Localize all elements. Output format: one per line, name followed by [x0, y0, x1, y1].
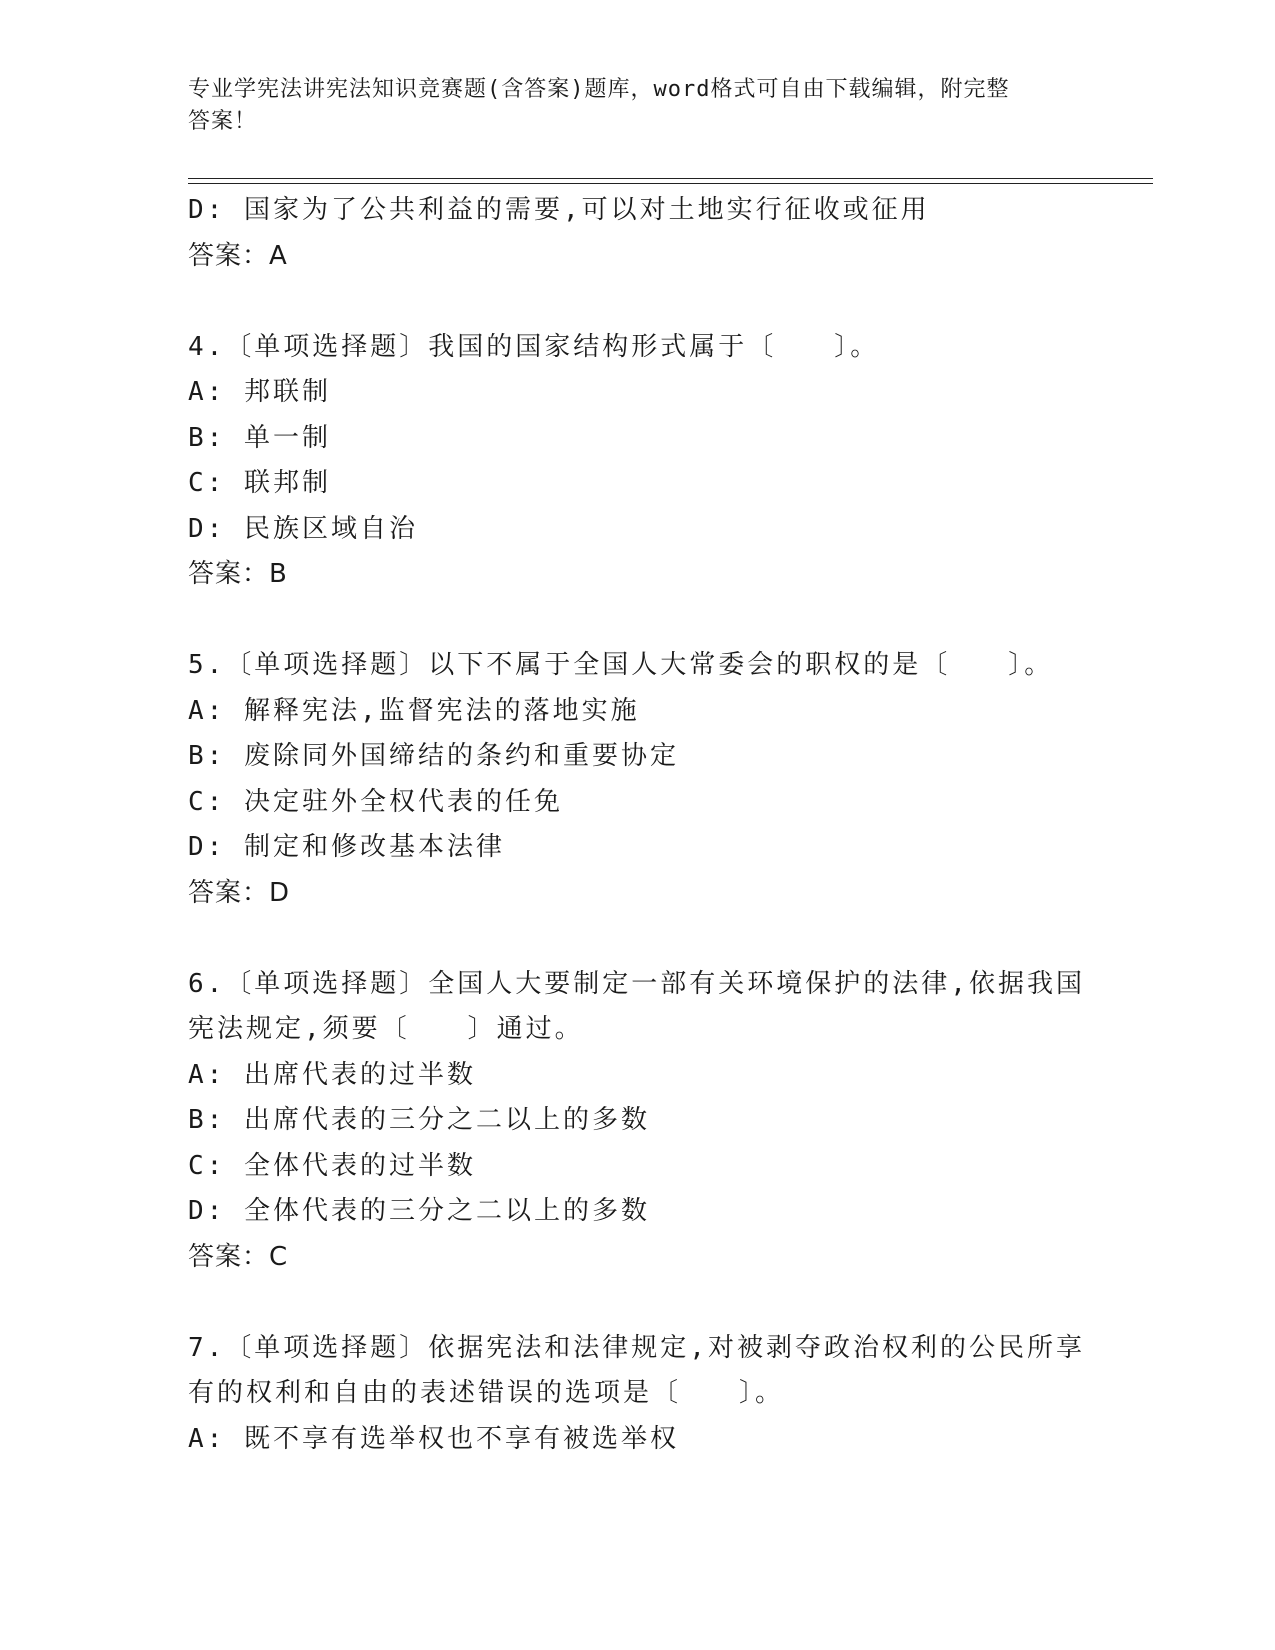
header-line-2: 答案！ — [188, 109, 258, 134]
page-header — [188, 74, 1068, 138]
header-line-1: 专业学宪法讲宪法知识竞赛题(含答案)题库，word格式可自由下载编辑，附完整 — [188, 77, 1010, 102]
option-a: A: 邦联制 — [188, 377, 331, 407]
question-stem: 7.〔单项选择题〕依据宪法和法律规定,对被剥夺政治权利的公民所享 — [188, 1332, 1085, 1363]
header-divider-top — [188, 178, 1153, 179]
answer-line: 答案：D — [188, 877, 291, 908]
option-c: C: 决定驻外全权代表的任免 — [188, 786, 563, 817]
question-stem-continued: 宪法规定,须要〔 〕通过。 — [188, 1014, 584, 1044]
question-block-6 — [188, 962, 1088, 1281]
option-c: C: 全体代表的过半数 — [188, 1150, 476, 1181]
answer-line: 答案：A — [188, 240, 288, 271]
question-stem: 6.〔单项选择题〕全国人大要制定一部有关环境保护的法律,依据我国 — [188, 968, 1085, 999]
spacer — [188, 279, 1088, 325]
option-d: D: 制定和修改基本法律 — [188, 832, 505, 862]
spacer — [188, 1280, 1088, 1326]
option-b: B: 单一制 — [188, 422, 331, 453]
option-d: D: 国家为了公共利益的需要,可以对土地实行征收或征用 — [188, 195, 930, 225]
question-stem: 4.〔单项选择题〕我国的国家结构形式属于〔 〕。 — [188, 331, 880, 362]
question-block-5 — [188, 643, 1088, 916]
option-a: A: 出席代表的过半数 — [188, 1059, 476, 1090]
spacer — [188, 598, 1088, 644]
answer-line: 答案：B — [188, 559, 288, 589]
answer-line: 答案：C — [188, 1241, 289, 1272]
question-stem: 5.〔单项选择题〕以下不属于全国人大常委会的职权的是〔 〕。 — [188, 650, 1054, 680]
document-body — [188, 188, 1088, 1462]
question-block-4 — [188, 325, 1088, 598]
option-d: D: 全体代表的三分之二以上的多数 — [188, 1196, 650, 1226]
option-d: D: 民族区域自治 — [188, 513, 418, 544]
question-stem-continued: 有的权利和自由的表述错误的选项是〔 〕。 — [188, 1378, 785, 1408]
option-a: A: 既不享有选举权也不享有被选举权 — [188, 1423, 679, 1454]
option-b: B: 出席代表的三分之二以上的多数 — [188, 1105, 650, 1135]
option-b: B: 废除同外国缔结的条约和重要协定 — [188, 741, 679, 771]
header-divider-bottom — [188, 183, 1153, 184]
option-a: A: 解释宪法,监督宪法的落地实施 — [188, 695, 640, 726]
spacer — [188, 916, 1088, 962]
option-c: C: 联邦制 — [188, 468, 331, 498]
question-block-7 — [188, 1326, 1088, 1463]
